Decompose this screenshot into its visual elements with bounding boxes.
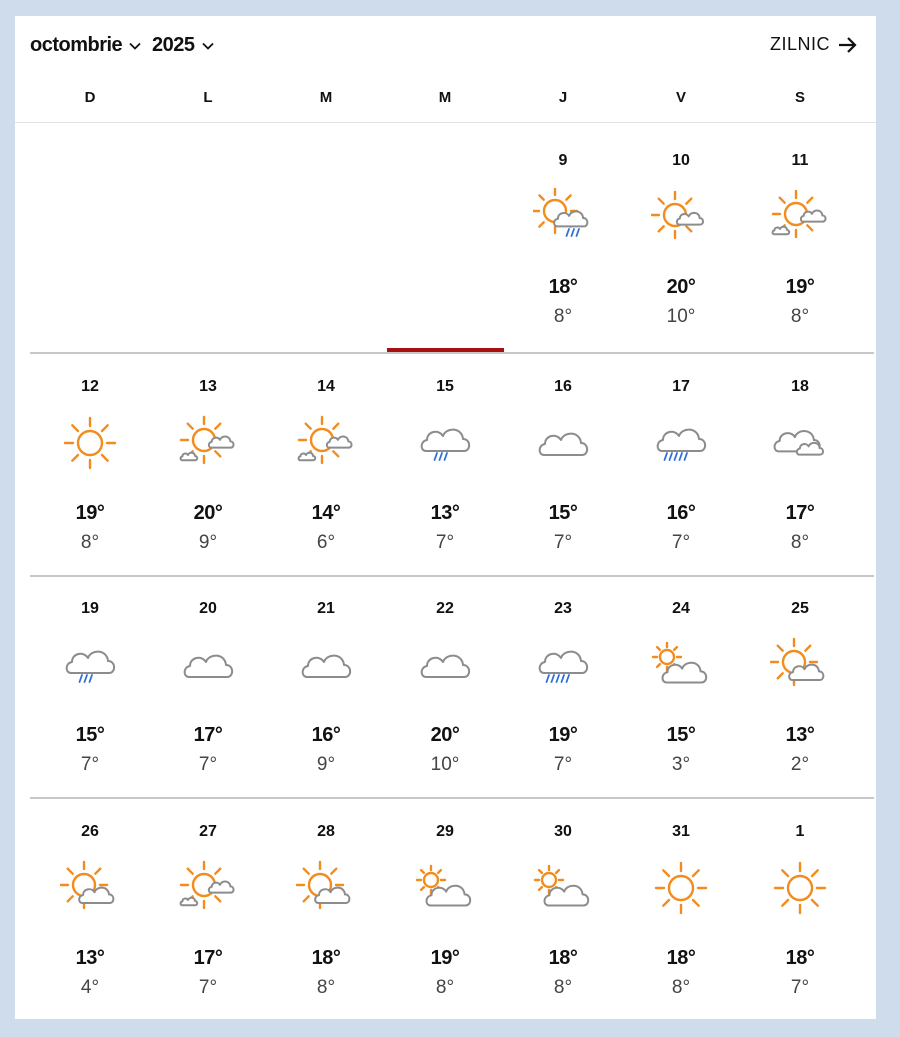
high-temperature: 13° xyxy=(785,724,815,746)
chevron-down-icon xyxy=(128,39,142,53)
day-number: 28 xyxy=(317,823,335,840)
day-number: 29 xyxy=(436,823,454,840)
cloud-rain-icon xyxy=(60,635,120,695)
high-temperature: 20° xyxy=(666,276,696,298)
day-cell[interactable] xyxy=(508,600,618,810)
small-sun-cloud-icon xyxy=(533,858,593,918)
day-cell[interactable] xyxy=(35,823,145,1033)
high-temperature: 13° xyxy=(430,502,460,524)
day-cell[interactable] xyxy=(271,378,381,588)
high-temperature: 17° xyxy=(193,947,223,969)
sun-cloud-big-icon xyxy=(770,635,830,695)
small-sun-cloud-icon xyxy=(651,635,711,695)
high-temperature: 15° xyxy=(666,724,696,746)
day-number: 25 xyxy=(791,600,809,617)
low-temperature: 8° xyxy=(671,977,691,998)
low-temperature: 9° xyxy=(316,754,336,775)
low-temperature: 10° xyxy=(430,754,460,775)
high-temperature: 16° xyxy=(666,502,696,524)
daily-view-link[interactable] xyxy=(770,34,858,55)
day-cell[interactable] xyxy=(508,378,618,588)
cloud-rain-icon xyxy=(415,413,475,473)
day-number: 16 xyxy=(554,378,572,395)
day-cell[interactable] xyxy=(626,600,736,810)
weekday-header-row xyxy=(15,86,876,116)
low-temperature: 3° xyxy=(671,754,691,775)
low-temperature: 7° xyxy=(553,532,573,553)
weekday-divider xyxy=(15,122,876,123)
day-cell[interactable] xyxy=(626,378,736,588)
daily-view-label: ZILNIC xyxy=(769,34,830,54)
low-temperature: 7° xyxy=(80,754,100,775)
day-number: 23 xyxy=(554,600,572,617)
sun-clouds-icon xyxy=(178,413,238,473)
high-temperature: 18° xyxy=(548,947,578,969)
high-temperature: 14° xyxy=(311,502,341,524)
weekday-label: D xyxy=(84,89,96,106)
low-temperature: 7° xyxy=(198,754,218,775)
small-sun-cloud-icon xyxy=(415,858,475,918)
sun-cloud-rain-icon xyxy=(533,187,593,247)
high-temperature: 19° xyxy=(785,276,815,298)
high-temperature: 15° xyxy=(75,724,105,746)
sun-cloud-big-icon xyxy=(296,858,356,918)
low-temperature: 8° xyxy=(790,532,810,553)
sun-icon xyxy=(60,413,120,473)
high-temperature: 20° xyxy=(430,724,460,746)
day-number: 17 xyxy=(672,378,690,395)
high-temperature: 17° xyxy=(785,502,815,524)
low-temperature: 9° xyxy=(198,532,218,553)
weekday-label: S xyxy=(794,89,805,106)
day-number: 21 xyxy=(317,600,335,617)
month-select[interactable] xyxy=(30,34,142,57)
weekday-label: V xyxy=(675,89,686,106)
day-number: 18 xyxy=(791,378,809,395)
sun-icon xyxy=(651,858,711,918)
day-cell[interactable] xyxy=(35,378,145,588)
high-temperature: 18° xyxy=(785,947,815,969)
high-temperature: 18° xyxy=(666,947,696,969)
low-temperature: 7° xyxy=(671,532,691,553)
day-number: 14 xyxy=(317,378,335,395)
day-number: 1 xyxy=(795,823,805,840)
day-number: 26 xyxy=(81,823,99,840)
day-number: 24 xyxy=(672,600,690,617)
high-temperature: 18° xyxy=(311,947,341,969)
weekday-label: L xyxy=(203,89,213,106)
day-number: 22 xyxy=(436,600,454,617)
day-number: 11 xyxy=(791,152,809,169)
cloud-heavy-rain-icon xyxy=(651,413,711,473)
day-number: 13 xyxy=(199,378,217,395)
sun-cloud-big-icon xyxy=(60,858,120,918)
high-temperature: 13° xyxy=(75,947,105,969)
high-temperature: 20° xyxy=(193,502,223,524)
cloud-icon xyxy=(415,635,475,695)
cloud-icon xyxy=(533,413,593,473)
low-temperature: 7° xyxy=(435,532,455,553)
sun-cloud-icon xyxy=(651,187,711,247)
day-cell[interactable] xyxy=(508,152,618,362)
two-clouds-icon xyxy=(770,413,830,473)
day-cell[interactable] xyxy=(390,378,500,588)
sun-icon xyxy=(770,858,830,918)
day-number: 9 xyxy=(558,152,568,169)
low-temperature: 8° xyxy=(80,532,100,553)
sun-clouds-icon xyxy=(296,413,356,473)
day-number: 12 xyxy=(81,378,99,395)
day-cell[interactable] xyxy=(271,823,381,1033)
low-temperature: 2° xyxy=(790,754,810,775)
cloud-icon xyxy=(296,635,356,695)
year-select[interactable] xyxy=(152,34,215,57)
low-temperature: 8° xyxy=(435,977,455,998)
high-temperature: 19° xyxy=(548,724,578,746)
weekday-label: J xyxy=(558,89,568,106)
high-temperature: 18° xyxy=(548,276,578,298)
weekday-label: M xyxy=(438,89,452,106)
day-number: 15 xyxy=(436,378,454,395)
day-number: 30 xyxy=(554,823,572,840)
sun-clouds-icon xyxy=(770,187,830,247)
day-cell[interactable] xyxy=(626,823,736,1033)
day-number: 31 xyxy=(672,823,690,840)
day-cell[interactable] xyxy=(390,600,500,810)
sun-clouds-icon xyxy=(178,858,238,918)
day-cell[interactable] xyxy=(626,152,736,362)
high-temperature: 19° xyxy=(430,947,460,969)
year-label: 2025 xyxy=(152,34,195,56)
low-temperature: 8° xyxy=(790,306,810,327)
day-cell[interactable] xyxy=(35,600,145,810)
day-cell[interactable] xyxy=(153,600,263,810)
low-temperature: 7° xyxy=(790,977,810,998)
low-temperature: 4° xyxy=(80,977,100,998)
day-cell[interactable] xyxy=(745,600,855,810)
day-cell[interactable] xyxy=(745,152,855,362)
day-number: 19 xyxy=(81,600,99,617)
low-temperature: 7° xyxy=(553,754,573,775)
low-temperature: 8° xyxy=(316,977,336,998)
low-temperature: 10° xyxy=(666,306,696,327)
weekday-label: M xyxy=(319,89,333,106)
high-temperature: 19° xyxy=(75,502,105,524)
day-number: 27 xyxy=(199,823,217,840)
cloud-heavy-rain-icon xyxy=(533,635,593,695)
high-temperature: 15° xyxy=(548,502,578,524)
calendar-card xyxy=(15,16,876,1019)
day-number: 10 xyxy=(672,152,690,169)
arrow-right-icon xyxy=(838,36,858,54)
day-cell[interactable] xyxy=(390,823,500,1033)
high-temperature: 17° xyxy=(193,724,223,746)
day-cell[interactable] xyxy=(271,600,381,810)
low-temperature: 8° xyxy=(553,306,573,327)
high-temperature: 16° xyxy=(311,724,341,746)
day-cell[interactable] xyxy=(745,378,855,588)
calendar-header xyxy=(15,16,876,78)
current-week-indicator xyxy=(387,348,504,352)
low-temperature: 7° xyxy=(198,977,218,998)
day-cell[interactable] xyxy=(153,378,263,588)
chevron-down-icon xyxy=(201,39,215,53)
low-temperature: 6° xyxy=(316,532,336,553)
day-number: 20 xyxy=(199,600,217,617)
day-cell[interactable] xyxy=(508,823,618,1033)
cloud-icon xyxy=(178,635,238,695)
low-temperature: 8° xyxy=(553,977,573,998)
day-cell[interactable] xyxy=(745,823,855,1033)
day-cell[interactable] xyxy=(153,823,263,1033)
month-label: octombrie xyxy=(30,34,123,56)
